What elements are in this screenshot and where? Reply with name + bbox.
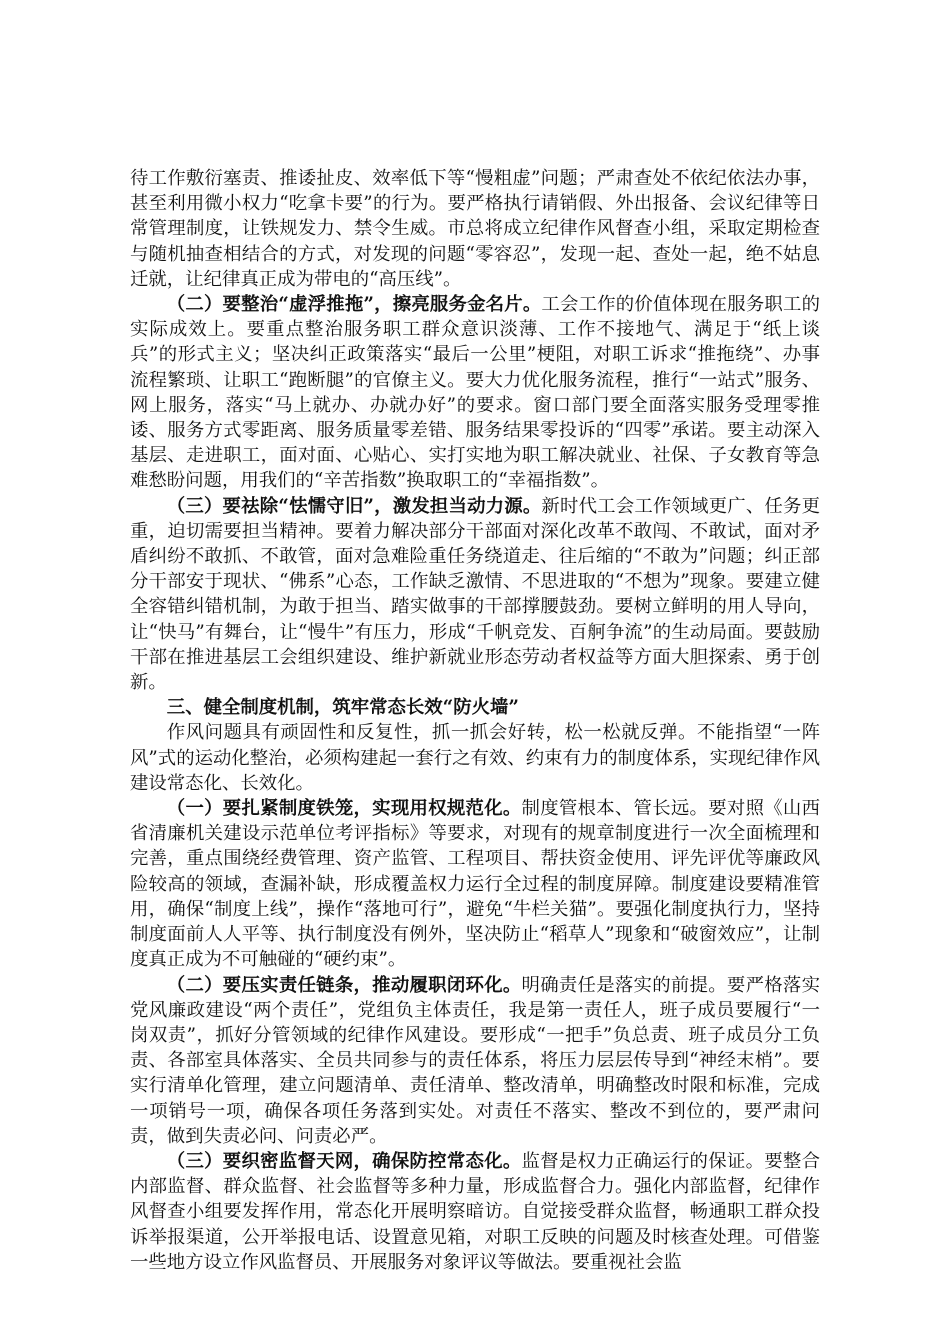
paragraph-section-3-2 bbox=[130, 973, 820, 1149]
paragraph-text: 作风问题具有顽固性和反复性，抓一抓会好转，松一松就反弹。不能指望“一阵风”式的运动化整治，必须构建起一套行之有效、约束有力的制度体系，实现纪律作风建设常态化、长效化。 bbox=[130, 722, 820, 794]
paragraph-text: 监督是权力正确运行的保证。要整合内部监督、群众监督、社会监督等多种力量，形成监督合力。强化内部监督，纪律作风督查小组要发挥作用，常态化开展明察暗访。自觉接受群众监督，畅通职工群众投诉举报渠道，公开举报电话、设置意见箱，对职工反映的问题及时核查处理。可借鉴一些地方设立作风监督员、开展服务对象评议等做法。要重视社会监 bbox=[130, 1150, 820, 1273]
paragraph-heading: （三）要织密监督天网，确保防控常态化。 bbox=[166, 1150, 522, 1172]
paragraph-section-3-3 bbox=[130, 1149, 820, 1275]
paragraph-text: 制度管根本、管长远。要对照《山西省清廉机关建设示范单位考评指标》等要求，对现有的规章制度进行一次全面梳理和完善，重点围绕经费管理、资产监管、工程项目、帮扶资金使用、评先评优等廉政风险较高的领域，查漏补缺，形成覆盖权力运行全过程的制度屏障。制度建设要精准管用，确保“制度上线”，操作“落地可行”，避免“牛栏关猫”。要强化制度执行力，坚持制度面前人人平等、执行制度没有例外，坚决防止“稻草人”现象和“破窗效应”，让制度真正成为不可触碰的“硬约束”。 bbox=[130, 798, 820, 971]
paragraph-text: 新时代工会工作领域更广、任务更重，迫切需要担当精神。要着力解决部分干部面对深化改革不敢闯、不敢试，面对矛盾纠纷不敢抓、不敢管，面对急难险重任务绕道走、往后缩的“不敢为”问题；纠正部分干部安于现状、“佛系”心态，工作缺乏激情、不思进取的“不想为”现象。要建立健全容错纠错机制，为敢于担当、踏实做事的干部撑腰鼓劲。要树立鲜明的用人导向，让“快马”有舞台，让“慢牛”有压力，形成“千帆竞发、百舸争流”的生动局面。要鼓励干部在推进基层工会组织建设、维护新就业形态劳动者权益等方面大胆探索、勇于创新。 bbox=[130, 495, 820, 694]
paragraph-section-2-2 bbox=[130, 292, 820, 494]
paragraph-section-3-1 bbox=[130, 796, 820, 972]
paragraph-section-3-intro bbox=[130, 720, 820, 796]
paragraph-heading: （一）要扎紧制度铁笼，实现用权规范化。 bbox=[166, 798, 522, 820]
section-heading-text: 三、健全制度机制，筑牢常态长效“防火墙” bbox=[166, 697, 519, 719]
paragraph-heading: （二）要整治“虚浮推拖”，擦亮服务金名片。 bbox=[166, 294, 542, 316]
document-body bbox=[130, 166, 820, 1275]
paragraph-section-2-3 bbox=[130, 494, 820, 696]
paragraph-text: 明确责任是落实的前提。要严格落实党风廉政建设“两个责任”，党组负主体责任，我是第一责任人，班子成员要履行“一岗双责”，抓好分管领域的纪律作风建设。要形成“一把手”负总责、班子成员分工负责、各部室具体落实、全员共同参与的责任体系，将压力层层传导到“神经末梢”。要实行清单化管理，建立问题清单、责任清单、整改清单，明确整改时限和标准，完成一项销号一项，确保各项任务落到实处。对责任不落实、整改不到位的，要严肃问责，做到失责必问、问责必严。 bbox=[130, 974, 820, 1147]
paragraph-text: 工会工作的价值体现在服务职工的实际成效上。要重点整治服务职工群众意识淡薄、工作不接地气、满足于“纸上谈兵”的形式主义；坚决纠正政策落实“最后一公里”梗阻，对职工诉求“推拖绕”、办事流程繁琐、让职工“跑断腿”的官僚主义。要大力优化服务流程，推行“一站式”服务、网上服务，落实“马上就办、办就办好”的要求。窗口部门要全面落实服务受理零推诿、服务方式零距离、服务质量零差错、服务结果零投诉的“四零”承诺。要主动深入基层、走进职工，面对面、心贴心、实打实地为职工解决就业、社保、子女教育等急难愁盼问题，用我们的“辛苦指数”换取职工的“幸福指数”。 bbox=[130, 294, 820, 492]
paragraph-text: 待工作敷衍塞责、推诿扯皮、效率低下等“慢粗虚”问题；严肃查处不依纪依法办事，甚至利用微小权力“吃拿卡要”的行为。要严格执行请销假、外出报备、会议纪律等日常管理制度，让铁规发力、禁令生威。市总将成立纪律作风督查小组，采取定期检查与随机抽查相结合的方式，对发现的问题“零容忍”，发现一起、查处一起，绝不姑息迁就，让纪律真正成为带电的“高压线”。 bbox=[130, 168, 820, 290]
section-heading-3 bbox=[130, 695, 820, 720]
paragraph-heading: （二）要压实责任链条，推动履职闭环化。 bbox=[166, 974, 522, 996]
paragraph-continued bbox=[130, 166, 820, 292]
paragraph-heading: （三）要祛除“怯懦守旧”，激发担当动力源。 bbox=[166, 495, 542, 517]
